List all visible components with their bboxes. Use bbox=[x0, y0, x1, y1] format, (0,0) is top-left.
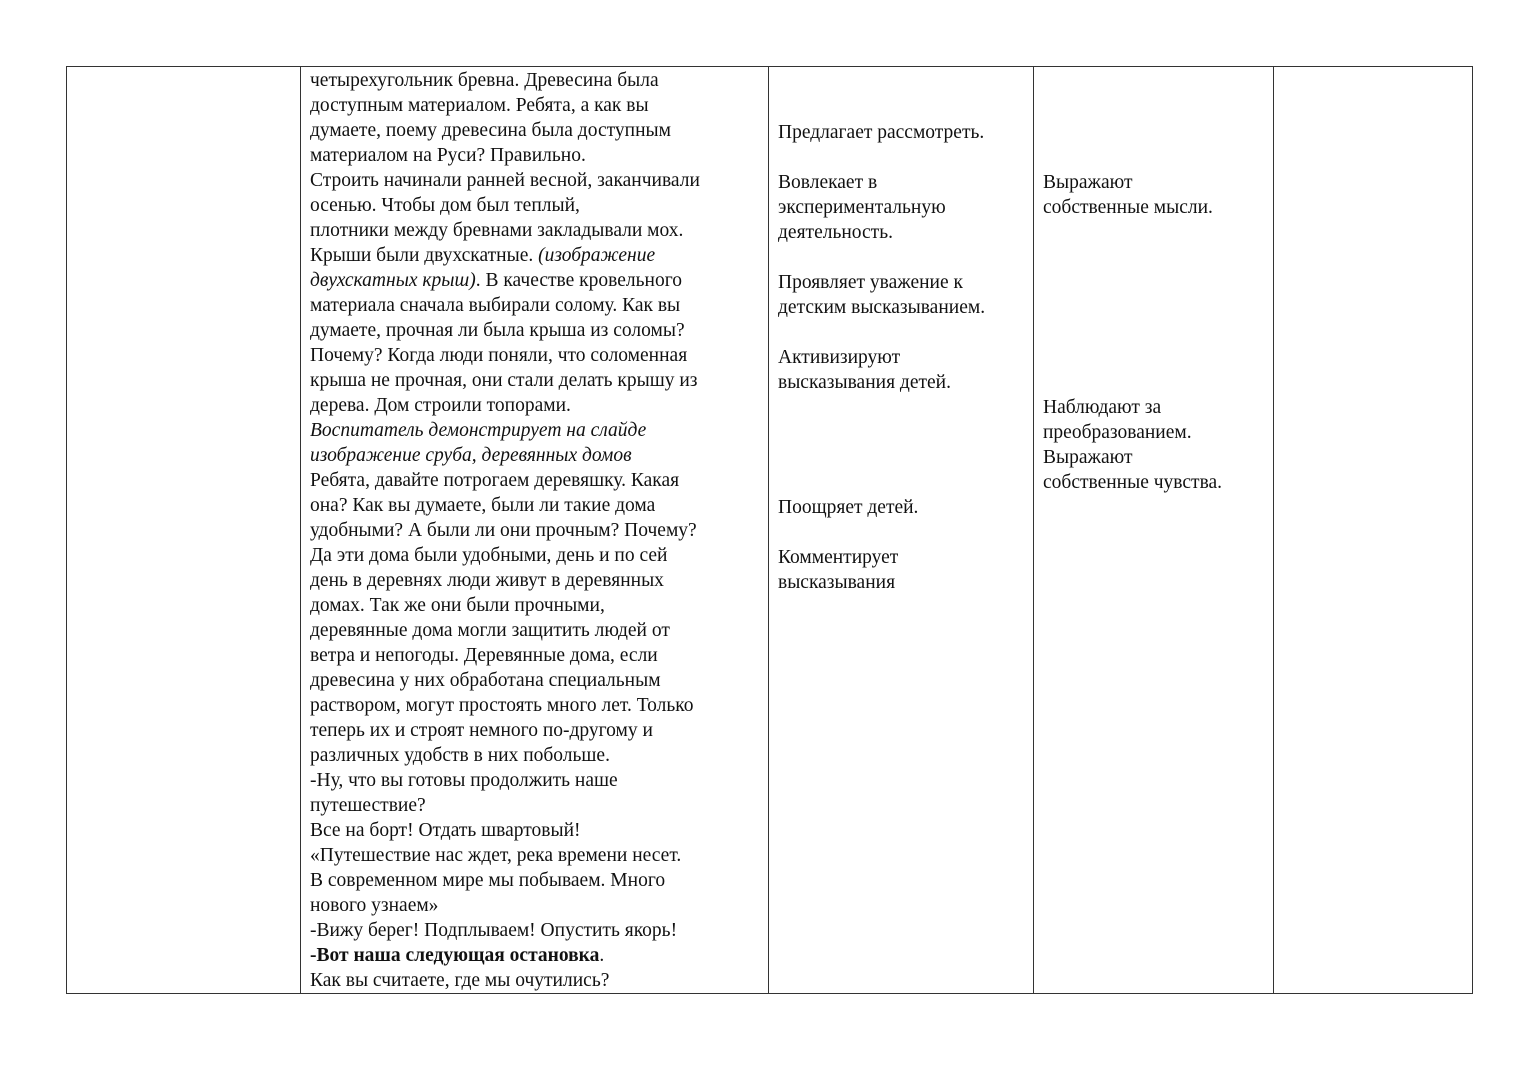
children-action-line bbox=[1043, 120, 1273, 145]
teacher-action-line: Комментирует bbox=[778, 547, 899, 568]
text-line bbox=[310, 943, 768, 968]
text-segment: . В качестве кровельного bbox=[475, 270, 682, 291]
teacher-action-line bbox=[778, 320, 1033, 345]
text-line: крыша не прочная, они стали делать крышу из bbox=[310, 370, 698, 391]
italic-text: двухскатных крыш) bbox=[310, 270, 476, 291]
text-line bbox=[310, 418, 768, 443]
text-line: думаете, прочная ли была крыша из соломы? bbox=[310, 320, 685, 341]
text-line: «Путешествие нас ждет, река времени несет. bbox=[310, 845, 682, 866]
children-action-line bbox=[1043, 70, 1273, 95]
teacher-action-line: экспериментальную bbox=[778, 197, 946, 218]
teacher-action-line bbox=[778, 245, 1033, 270]
text-line: Как вы считаете, где мы очутились? bbox=[310, 970, 610, 991]
text-line: ветра и непогоды. Деревянные дома, если bbox=[310, 645, 658, 666]
text-segment: . bbox=[599, 945, 605, 966]
children-action-line bbox=[1043, 220, 1273, 245]
text-line: осенью. Чтобы дом был теплый, bbox=[310, 195, 580, 216]
children-action-line bbox=[1043, 370, 1273, 395]
text-line: Строить начинали ранней весной, заканчивали bbox=[310, 170, 700, 191]
text-line: материалом на Руси? Правильно. bbox=[310, 145, 586, 166]
stage-cell bbox=[67, 67, 301, 994]
teacher-action-line bbox=[778, 420, 1033, 445]
text-line: материала сначала выбирали солому. Как вы bbox=[310, 295, 681, 316]
children-action-line bbox=[1043, 145, 1273, 170]
text-line: В современном мире мы побываем. Много bbox=[310, 870, 666, 891]
text-line: дерева. Дом строили топорами. bbox=[310, 395, 571, 416]
teacher-text bbox=[310, 68, 768, 993]
teacher-action-line bbox=[778, 145, 1033, 170]
text-line: удобными? А были ли они прочным? Почему? bbox=[310, 520, 697, 541]
teacher-text-cell bbox=[301, 67, 769, 994]
text-line: теперь их и строят немного по-другому и bbox=[310, 720, 653, 741]
teacher-action-line: деятельность. bbox=[778, 222, 893, 243]
teacher-actions-cell bbox=[769, 67, 1034, 994]
text-line bbox=[310, 243, 768, 268]
italic-text: Воспитатель демонстрирует на слайде bbox=[310, 420, 647, 441]
text-line: Все на борт! Отдать швартовый! bbox=[310, 820, 581, 841]
text-line: Почему? Когда люди поняли, что соломенная bbox=[310, 345, 688, 366]
text-line: она? Как вы думаете, были ли такие дома bbox=[310, 495, 656, 516]
children-action-line: собственные мысли. bbox=[1043, 197, 1213, 218]
text-line: домах. Так же они были прочными, bbox=[310, 595, 605, 616]
text-line: доступным материалом. Ребята, а как вы bbox=[310, 95, 649, 116]
teacher-action-line bbox=[778, 445, 1033, 470]
text-line: путешествие? bbox=[310, 795, 426, 816]
teacher-action-line bbox=[778, 470, 1033, 495]
teacher-action-line: Вовлекает в bbox=[778, 172, 878, 193]
teacher-actions bbox=[778, 70, 1033, 595]
children-action-line bbox=[1043, 320, 1273, 345]
children-action-line bbox=[1043, 345, 1273, 370]
children-action-line bbox=[1043, 245, 1273, 270]
children-actions-cell bbox=[1034, 67, 1274, 994]
text-line bbox=[310, 443, 768, 468]
text-line: древесина у них обработана специальным bbox=[310, 670, 661, 691]
teacher-action-line bbox=[778, 520, 1033, 545]
teacher-action-line: Предлагает рассмотреть. bbox=[778, 122, 985, 143]
text-line: различных удобств в них побольше. bbox=[310, 745, 610, 766]
children-action-line bbox=[1043, 295, 1273, 320]
text-line: -Вижу берег! Подплываем! Опустить якорь! bbox=[310, 920, 678, 941]
result-cell bbox=[1274, 67, 1473, 994]
italic-text: (изображение bbox=[538, 245, 656, 266]
children-actions bbox=[1043, 70, 1273, 495]
table-row bbox=[67, 67, 1473, 994]
teacher-action-line: Активизируют bbox=[778, 347, 901, 368]
text-line: нового узнаем» bbox=[310, 895, 439, 916]
text-line: день в деревнях люди живут в деревянных bbox=[310, 570, 664, 591]
teacher-action-line bbox=[778, 395, 1033, 420]
teacher-action-line: Поощряет детей. bbox=[778, 497, 919, 518]
children-action-line: собственные чувства. bbox=[1043, 472, 1223, 493]
text-line: раствором, могут простоять много лет. Только bbox=[310, 695, 694, 716]
children-action-line bbox=[1043, 270, 1273, 295]
text-line: Ребята, давайте потрогаем деревяшку. Какая bbox=[310, 470, 680, 491]
children-action-line: преобразованием. bbox=[1043, 422, 1192, 443]
text-line: думаете, поему древесина была доступным bbox=[310, 120, 671, 141]
teacher-action-line: детским высказыванием. bbox=[778, 297, 986, 318]
children-action-line: Выражают bbox=[1043, 447, 1133, 468]
text-line bbox=[310, 268, 768, 293]
text-line: -Ну, что вы готовы продолжить наше bbox=[310, 770, 618, 791]
children-action-line: Наблюдают за bbox=[1043, 397, 1162, 418]
teacher-action-line: высказывания детей. bbox=[778, 372, 951, 393]
text-line: Да эти дома были удобными, день и по сей bbox=[310, 545, 668, 566]
text-line: плотники между бревнами закладывали мох. bbox=[310, 220, 684, 241]
text-line: деревянные дома могли защитить людей от bbox=[310, 620, 670, 641]
children-action-line bbox=[1043, 95, 1273, 120]
text-segment: Крыши были двухскатные. bbox=[310, 245, 539, 266]
children-action-line: Выражают bbox=[1043, 172, 1133, 193]
teacher-action-line bbox=[778, 70, 1033, 95]
teacher-action-line: высказывания bbox=[778, 572, 896, 593]
bold-text: -Вот наша следующая остановка bbox=[310, 945, 600, 966]
italic-text: изображение сруба, деревянных домов bbox=[310, 445, 632, 466]
teacher-action-line bbox=[778, 95, 1033, 120]
lesson-plan-table bbox=[66, 66, 1473, 994]
text-line: четырехугольник бревна. Древесина была bbox=[310, 70, 659, 91]
teacher-action-line: Проявляет уважение к bbox=[778, 272, 963, 293]
